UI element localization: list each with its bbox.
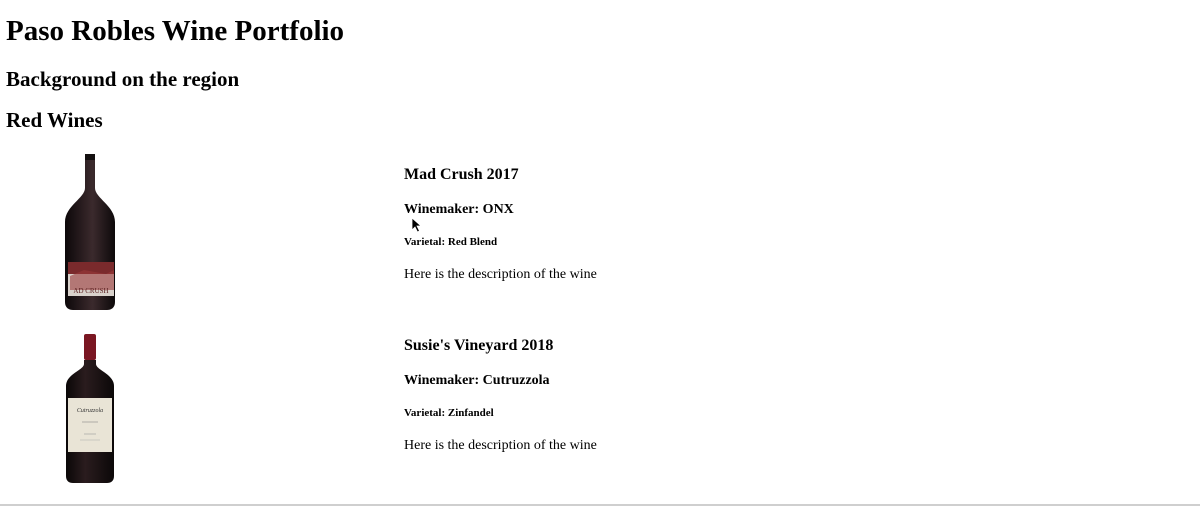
wine-description: Here is the description of the wine bbox=[404, 438, 597, 453]
red-wines-heading: Red Wines bbox=[6, 108, 103, 132]
wine-winemaker: Winemaker: Cutruzzola bbox=[404, 373, 550, 388]
wine-bottle-red-capsule-icon bbox=[60, 334, 120, 494]
wine-varietal: Varietal: Zinfandel bbox=[404, 407, 494, 419]
wine-name: Mad Crush 2017 bbox=[404, 166, 519, 183]
wine-name: Susie's Vineyard 2018 bbox=[404, 337, 554, 354]
mouse-cursor-icon bbox=[411, 217, 423, 233]
wine-varietal: Varietal: Red Blend bbox=[404, 236, 498, 248]
svg-text:Cutruzzola: Cutruzzola bbox=[76, 408, 104, 414]
wine-description: Here is the description of the wine bbox=[404, 267, 597, 282]
wine-bottle-dark-icon bbox=[60, 152, 120, 312]
bottle-label-text: AD CRUSH bbox=[73, 287, 109, 295]
wine-winemaker: Winemaker: ONX bbox=[404, 202, 514, 217]
background-heading: Background on the region bbox=[6, 67, 240, 91]
page-title: Paso Robles Wine Portfolio bbox=[6, 15, 345, 47]
